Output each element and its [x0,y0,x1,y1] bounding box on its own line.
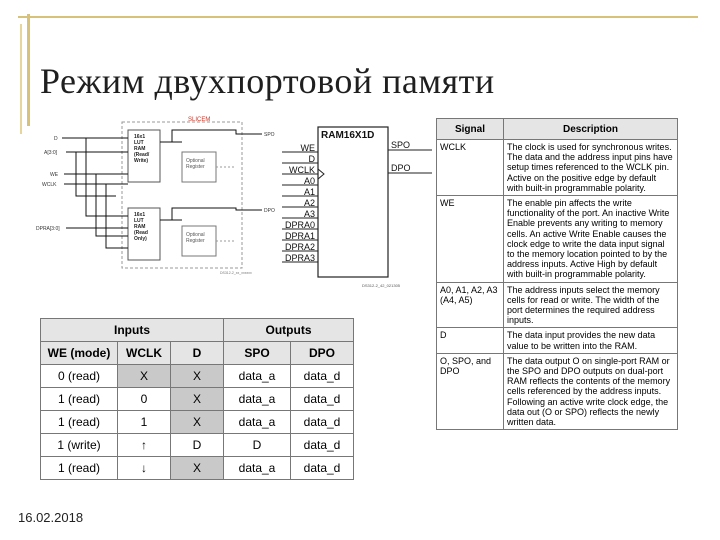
table-row [437,282,678,328]
signal-name: D [437,328,504,353]
slice-figure-id: DS312-2_xx_xxxxxx [220,271,252,275]
signal-name: O, SPO, and DPO [437,353,504,429]
table-row [437,196,678,283]
svg-text:A0: A0 [303,176,315,186]
outputs-group-header: Outputs [224,319,354,342]
signal-name: A0, A1, A2, A3 (A4, A5) [437,282,504,328]
slicem-diagram [36,112,276,276]
ram16x1d-symbol [282,125,437,290]
input-labels: D A[3:0] WE WCLK DPRA[3:0] [36,136,60,232]
svg-text:WCLK: WCLK [288,165,315,175]
svg-text:SPO: SPO [391,140,411,150]
lut-top-label: 16x1 LUT RAM (Read/ Write) [134,134,150,164]
col-header-description: Description [504,119,678,140]
svg-text:DPRA3: DPRA3 [284,253,315,263]
table-row: 1 (read) 0 X data_a data_d [41,388,354,411]
table-row: 1 (write) ↑ D D data_d [41,434,354,457]
table-row [437,140,678,196]
svg-text:A1: A1 [303,187,315,197]
table-row: 0 (read) X X data_a data_d [41,365,354,388]
slide-title: Режим двухпортовой памяти [40,61,495,101]
signal-name: WCLK [437,140,504,196]
svg-text:DPRA2: DPRA2 [284,242,315,252]
signal-description: The address inputs select the memory cells for read or write. The width of the port determines the required address inputs. [504,282,678,328]
svg-text:WE: WE [300,143,315,153]
inputs-group-header: Inputs [41,319,224,342]
ram-name: RAM16X1D [321,130,375,141]
decorative-left-line-inner [20,24,22,134]
table-row: 1 (read) ↓ X data_a data_d [41,457,354,480]
decorative-left-line [27,14,30,126]
table-row: 1 (read) 1 X data_a data_d [41,411,354,434]
ram-right-pins [391,140,411,173]
ram-figure-id: DS312-2_42_021305 [362,283,401,288]
register-bypass-lines [216,167,236,241]
signal-wires [62,130,262,248]
col-header-spo: SPO [224,342,291,365]
output-labels: SPO DPO [264,132,275,214]
signal-description: The enable pin affects the write functionality of the port. An inactive Write Enable prevents any writing to memory cells. An active Write Enable causes the clock edge to write the data input signal to the memory location pointed to by the address inputs. Active High by default with built-in programmable polarity. [504,196,678,283]
svg-text:DPRA0: DPRA0 [284,220,315,230]
decorative-top-line [18,16,698,18]
col-header-wclk: WCLK [118,342,171,365]
ram-left-pins [285,143,316,263]
col-header-dpo: DPO [291,342,354,365]
register-bottom-label: Optional Register [186,232,205,244]
signal-description: The data input provides the new data value to be written into the RAM. [504,328,678,353]
slicem-label: SLICEM [188,117,211,123]
ram-box [318,127,388,277]
signal-name: WE [437,196,504,283]
footer-date: 16.02.2018 [18,510,84,525]
col-header-signal: Signal [437,119,504,140]
register-top-label: Optional Register [186,158,205,170]
signal-description-table [436,118,678,430]
signal-description: The data output O on single-port RAM or the SPO and DPO outputs on dual-port RAM reflects the contents of the memory cells referenced by the address inputs. Following an active write clock edge, the data out (O or SPO) reflects the newly written data. [504,353,678,429]
truth-table [40,318,354,480]
table-row [437,353,678,429]
svg-text:A3: A3 [303,209,315,219]
table-row [437,328,678,353]
svg-text:D: D [308,154,315,164]
signal-description: The clock is used for synchronous writes. The data and the address input pins have setup times referenced to the WCLK pin. Active on the positive edge by default with built-in programmable polarity. [504,140,678,196]
col-header-d: D [171,342,224,365]
col-header-we: WE (mode) [41,342,118,365]
svg-text:A2: A2 [303,198,315,208]
lut-bottom-label: 16x1 LUT RAM (Read Only) [134,212,148,242]
svg-text:DPRA1: DPRA1 [284,231,315,241]
svg-text:DPO: DPO [391,163,411,173]
